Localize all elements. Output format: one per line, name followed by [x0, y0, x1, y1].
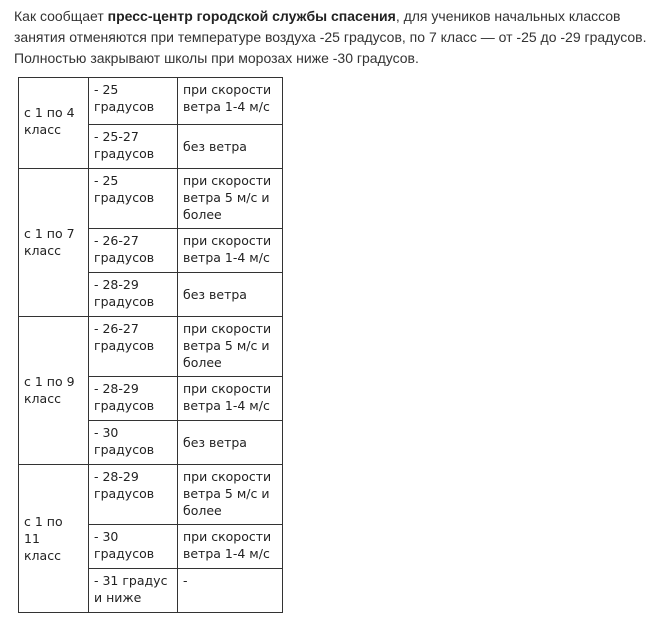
- table-row: [19, 78, 283, 125]
- class-label: с 1 по 9 класс: [24, 374, 75, 406]
- class-cell: [19, 169, 89, 317]
- wind-cell: при скорости ветра 1-4 м/с: [178, 377, 283, 421]
- intro-text-rest: , для учеников начальных классов занятия отменяются при температуре воздуха -25 градусов, по 7 класс — от -25 до -29 градусов. Полностью закрывают школы при морозах ниже -30 градусов.: [14, 8, 647, 66]
- class-label: с 1 по 4 класс: [24, 105, 75, 137]
- intro-bold-source: пресс-центр городской службы спасения: [107, 8, 396, 24]
- wind-cell: -: [178, 569, 283, 613]
- wind-cell: при скорости ветра 5 м/с и более: [178, 169, 283, 229]
- temperature-cell: - 26-27 градусов: [89, 229, 178, 273]
- temperature-cell: - 28-29 градусов: [89, 465, 178, 525]
- class-cell: [19, 78, 89, 169]
- intro-text-start: Как сообщает: [14, 8, 108, 24]
- temperature-cell: - 25 градусов: [89, 169, 178, 229]
- temperature-cell: - 31 градус и ниже: [89, 569, 178, 613]
- table-row: [19, 317, 283, 377]
- intro-paragraph: [14, 6, 650, 69]
- temperature-cell: - 25 градусов: [89, 78, 178, 125]
- wind-cell: без ветра: [178, 273, 283, 317]
- wind-cell: без ветра: [178, 125, 283, 169]
- wind-cell: при скорости ветра 5 м/с и более: [178, 465, 283, 525]
- temperature-cell: - 30 градусов: [89, 525, 178, 569]
- class-cell: [19, 317, 89, 465]
- school-closure-table: [18, 77, 283, 613]
- wind-cell: при скорости ветра 5 м/с и более: [178, 317, 283, 377]
- temperature-cell: - 26-27 градусов: [89, 317, 178, 377]
- class-label: с 1 по 7 класс: [24, 226, 75, 258]
- class-label: с 1 по 11 класс: [24, 513, 63, 563]
- temperature-cell: - 30 градусов: [89, 421, 178, 465]
- temperature-cell: - 28-29 градусов: [89, 273, 178, 317]
- table-row: [19, 465, 283, 525]
- wind-cell: при скорости ветра 1-4 м/с: [178, 525, 283, 569]
- wind-cell: без ветра: [178, 421, 283, 465]
- wind-cell: при скорости ветра 1-4 м/с: [178, 229, 283, 273]
- wind-cell: при скорости ветра 1-4 м/с: [178, 78, 283, 125]
- temperature-cell: - 25-27 градусов: [89, 125, 178, 169]
- table-row: [19, 169, 283, 229]
- temperature-cell: - 28-29 градусов: [89, 377, 178, 421]
- class-cell: [19, 465, 89, 613]
